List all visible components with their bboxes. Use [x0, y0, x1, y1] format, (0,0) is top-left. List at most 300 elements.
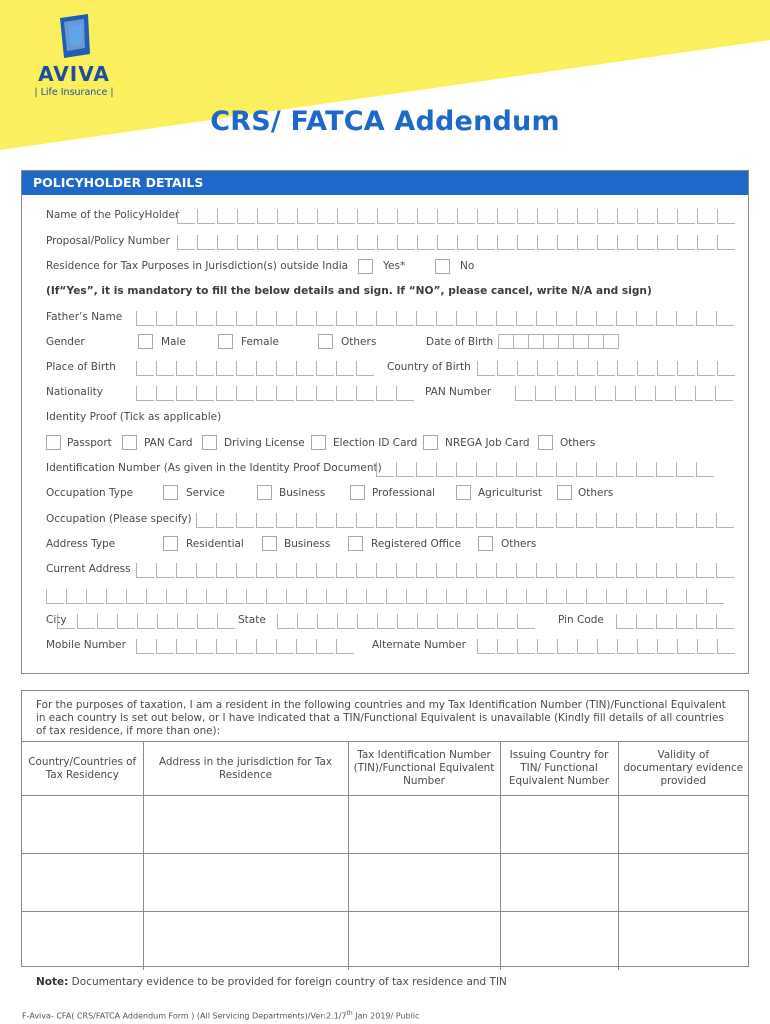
char-box[interactable]: [666, 589, 684, 604]
char-box[interactable]: [466, 589, 484, 604]
char-box[interactable]: [597, 639, 615, 654]
char-box[interactable]: [596, 563, 614, 578]
char-box[interactable]: [376, 462, 394, 477]
char-box[interactable]: [716, 614, 734, 629]
residence-no-checkbox[interactable]: [435, 259, 450, 274]
char-box[interactable]: [176, 311, 194, 326]
table-cell[interactable]: [500, 854, 618, 912]
char-box[interactable]: [156, 639, 174, 654]
occ-professional-checkbox[interactable]: [350, 485, 365, 500]
char-box[interactable]: [496, 462, 514, 477]
char-box[interactable]: [237, 235, 255, 250]
table-cell[interactable]: [348, 796, 500, 854]
char-box[interactable]: [257, 209, 275, 224]
char-box[interactable]: [537, 639, 555, 654]
char-box[interactable]: [297, 614, 315, 629]
table-cell[interactable]: [22, 854, 143, 912]
char-box[interactable]: [498, 334, 514, 349]
char-box[interactable]: [588, 334, 604, 349]
identification-number-input[interactable]: [376, 462, 716, 477]
table-cell[interactable]: [500, 796, 618, 854]
char-box[interactable]: [537, 209, 555, 224]
char-box[interactable]: [676, 563, 694, 578]
char-box[interactable]: [476, 462, 494, 477]
char-box[interactable]: [543, 334, 559, 349]
char-box[interactable]: [556, 311, 574, 326]
char-box[interactable]: [417, 614, 435, 629]
char-box[interactable]: [436, 311, 454, 326]
char-box[interactable]: [596, 311, 614, 326]
char-box[interactable]: [577, 639, 595, 654]
occ-business-checkbox[interactable]: [257, 485, 272, 500]
char-box[interactable]: [616, 311, 634, 326]
char-box[interactable]: [137, 614, 155, 629]
id-election-card-checkbox[interactable]: [311, 435, 326, 450]
char-box[interactable]: [636, 311, 654, 326]
char-box[interactable]: [377, 209, 395, 224]
char-box[interactable]: [316, 513, 334, 528]
nationality-input[interactable]: [136, 386, 416, 401]
char-box[interactable]: [136, 639, 154, 654]
char-box[interactable]: [575, 386, 593, 401]
char-box[interactable]: [506, 589, 524, 604]
char-box[interactable]: [536, 513, 554, 528]
char-box[interactable]: [675, 386, 693, 401]
table-cell[interactable]: [143, 912, 348, 970]
place-of-birth-input[interactable]: [136, 361, 376, 376]
char-box[interactable]: [517, 639, 535, 654]
state-input[interactable]: [277, 614, 537, 629]
char-box[interactable]: [296, 513, 314, 528]
char-box[interactable]: [346, 589, 364, 604]
char-box[interactable]: [696, 563, 714, 578]
char-box[interactable]: [517, 209, 535, 224]
char-box[interactable]: [66, 589, 84, 604]
char-box[interactable]: [356, 311, 374, 326]
char-box[interactable]: [677, 361, 695, 376]
occ-service-checkbox[interactable]: [163, 485, 178, 500]
char-box[interactable]: [397, 235, 415, 250]
char-box[interactable]: [416, 563, 434, 578]
char-box[interactable]: [237, 209, 255, 224]
char-box[interactable]: [397, 209, 415, 224]
char-box[interactable]: [566, 589, 584, 604]
char-box[interactable]: [296, 563, 314, 578]
char-box[interactable]: [356, 361, 374, 376]
char-box[interactable]: [336, 639, 354, 654]
char-box[interactable]: [277, 209, 295, 224]
char-box[interactable]: [356, 563, 374, 578]
table-cell[interactable]: [22, 912, 143, 970]
char-box[interactable]: [626, 589, 644, 604]
char-box[interactable]: [366, 589, 384, 604]
char-box[interactable]: [416, 311, 434, 326]
char-box[interactable]: [556, 462, 574, 477]
char-box[interactable]: [696, 311, 714, 326]
char-box[interactable]: [197, 209, 215, 224]
char-box[interactable]: [536, 462, 554, 477]
char-box[interactable]: [457, 614, 475, 629]
char-box[interactable]: [236, 639, 254, 654]
char-box[interactable]: [676, 614, 694, 629]
char-box[interactable]: [257, 235, 275, 250]
char-box[interactable]: [197, 614, 215, 629]
char-box[interactable]: [396, 513, 414, 528]
char-box[interactable]: [576, 513, 594, 528]
char-box[interactable]: [416, 513, 434, 528]
char-box[interactable]: [97, 614, 115, 629]
char-box[interactable]: [316, 386, 334, 401]
char-box[interactable]: [676, 311, 694, 326]
char-box[interactable]: [616, 614, 634, 629]
char-box[interactable]: [426, 589, 444, 604]
char-box[interactable]: [196, 361, 214, 376]
char-box[interactable]: [696, 614, 714, 629]
char-box[interactable]: [296, 361, 314, 376]
char-box[interactable]: [337, 235, 355, 250]
char-box[interactable]: [496, 563, 514, 578]
char-box[interactable]: [456, 513, 474, 528]
char-box[interactable]: [537, 235, 555, 250]
char-box[interactable]: [276, 361, 294, 376]
char-box[interactable]: [276, 639, 294, 654]
char-box[interactable]: [535, 386, 553, 401]
char-box[interactable]: [357, 614, 375, 629]
char-box[interactable]: [156, 563, 174, 578]
char-box[interactable]: [316, 311, 334, 326]
city-input[interactable]: [57, 614, 237, 629]
char-box[interactable]: [336, 311, 354, 326]
char-box[interactable]: [476, 563, 494, 578]
char-box[interactable]: [716, 513, 734, 528]
char-box[interactable]: [717, 639, 735, 654]
char-box[interactable]: [497, 639, 515, 654]
id-passport-checkbox[interactable]: [46, 435, 61, 450]
char-box[interactable]: [617, 361, 635, 376]
char-box[interactable]: [336, 563, 354, 578]
char-box[interactable]: [657, 361, 675, 376]
alternate-number-input[interactable]: [477, 639, 737, 654]
char-box[interactable]: [617, 639, 635, 654]
char-box[interactable]: [417, 235, 435, 250]
char-box[interactable]: [216, 563, 234, 578]
char-box[interactable]: [376, 513, 394, 528]
char-box[interactable]: [226, 589, 244, 604]
char-box[interactable]: [656, 462, 674, 477]
char-box[interactable]: [216, 386, 234, 401]
char-box[interactable]: [377, 614, 395, 629]
char-box[interactable]: [136, 386, 154, 401]
char-box[interactable]: [156, 361, 174, 376]
addr-registered-office-checkbox[interactable]: [348, 536, 363, 551]
char-box[interactable]: [296, 639, 314, 654]
table-cell[interactable]: [143, 796, 348, 854]
char-box[interactable]: [597, 235, 615, 250]
char-box[interactable]: [177, 209, 195, 224]
policyholder-name-input[interactable]: [177, 209, 737, 224]
char-box[interactable]: [696, 462, 714, 477]
residence-yes-checkbox[interactable]: [358, 259, 373, 274]
char-box[interactable]: [636, 563, 654, 578]
char-box[interactable]: [717, 235, 735, 250]
char-box[interactable]: [357, 235, 375, 250]
char-box[interactable]: [196, 513, 214, 528]
char-box[interactable]: [577, 209, 595, 224]
char-box[interactable]: [556, 513, 574, 528]
table-cell[interactable]: [618, 854, 748, 912]
char-box[interactable]: [437, 614, 455, 629]
char-box[interactable]: [276, 513, 294, 528]
char-box[interactable]: [636, 614, 654, 629]
char-box[interactable]: [437, 235, 455, 250]
char-box[interactable]: [206, 589, 224, 604]
char-box[interactable]: [546, 589, 564, 604]
char-box[interactable]: [536, 563, 554, 578]
char-box[interactable]: [236, 311, 254, 326]
char-box[interactable]: [646, 589, 664, 604]
char-box[interactable]: [586, 589, 604, 604]
char-box[interactable]: [637, 209, 655, 224]
char-box[interactable]: [46, 589, 64, 604]
id-nrega-card-checkbox[interactable]: [423, 435, 438, 450]
char-box[interactable]: [686, 589, 704, 604]
char-box[interactable]: [636, 513, 654, 528]
addr-residential-checkbox[interactable]: [163, 536, 178, 551]
char-box[interactable]: [317, 235, 335, 250]
char-box[interactable]: [706, 589, 724, 604]
char-box[interactable]: [166, 589, 184, 604]
char-box[interactable]: [596, 462, 614, 477]
char-box[interactable]: [216, 311, 234, 326]
char-box[interactable]: [657, 209, 675, 224]
char-box[interactable]: [456, 462, 474, 477]
char-box[interactable]: [637, 235, 655, 250]
char-box[interactable]: [497, 361, 515, 376]
char-box[interactable]: [357, 209, 375, 224]
addr-others-checkbox[interactable]: [478, 536, 493, 551]
char-box[interactable]: [396, 462, 414, 477]
char-box[interactable]: [196, 386, 214, 401]
char-box[interactable]: [677, 639, 695, 654]
table-cell[interactable]: [618, 912, 748, 970]
gender-others-checkbox[interactable]: [318, 334, 333, 349]
char-box[interactable]: [636, 462, 654, 477]
char-box[interactable]: [336, 361, 354, 376]
char-box[interactable]: [597, 361, 615, 376]
char-box[interactable]: [176, 563, 194, 578]
char-box[interactable]: [558, 334, 574, 349]
char-box[interactable]: [177, 235, 195, 250]
char-box[interactable]: [606, 589, 624, 604]
char-box[interactable]: [196, 563, 214, 578]
char-box[interactable]: [57, 614, 75, 629]
char-box[interactable]: [676, 462, 694, 477]
char-box[interactable]: [316, 361, 334, 376]
char-box[interactable]: [517, 614, 535, 629]
char-box[interactable]: [356, 513, 374, 528]
char-box[interactable]: [576, 462, 594, 477]
occ-others-checkbox[interactable]: [557, 485, 572, 500]
char-box[interactable]: [117, 614, 135, 629]
pan-number-input[interactable]: [515, 386, 735, 401]
char-box[interactable]: [457, 209, 475, 224]
char-box[interactable]: [557, 209, 575, 224]
char-box[interactable]: [417, 209, 435, 224]
char-box[interactable]: [577, 235, 595, 250]
char-box[interactable]: [77, 614, 95, 629]
char-box[interactable]: [657, 235, 675, 250]
table-cell[interactable]: [618, 796, 748, 854]
char-box[interactable]: [717, 361, 735, 376]
char-box[interactable]: [657, 639, 675, 654]
char-box[interactable]: [637, 361, 655, 376]
char-box[interactable]: [186, 589, 204, 604]
char-box[interactable]: [697, 209, 715, 224]
char-box[interactable]: [396, 563, 414, 578]
gender-male-checkbox[interactable]: [138, 334, 153, 349]
table-cell[interactable]: [500, 912, 618, 970]
char-box[interactable]: [477, 361, 495, 376]
char-box[interactable]: [496, 513, 514, 528]
id-others-checkbox[interactable]: [538, 435, 553, 450]
pin-code-input[interactable]: [616, 614, 736, 629]
occupation-specify-input[interactable]: [196, 513, 736, 528]
char-box[interactable]: [276, 563, 294, 578]
char-box[interactable]: [316, 639, 334, 654]
char-box[interactable]: [556, 563, 574, 578]
char-box[interactable]: [476, 513, 494, 528]
char-box[interactable]: [196, 639, 214, 654]
char-box[interactable]: [177, 614, 195, 629]
char-box[interactable]: [696, 513, 714, 528]
char-box[interactable]: [176, 639, 194, 654]
char-box[interactable]: [106, 589, 124, 604]
char-box[interactable]: [496, 311, 514, 326]
char-box[interactable]: [716, 311, 734, 326]
char-box[interactable]: [557, 361, 575, 376]
char-box[interactable]: [296, 311, 314, 326]
father-name-input[interactable]: [136, 311, 736, 326]
char-box[interactable]: [86, 589, 104, 604]
char-box[interactable]: [256, 361, 274, 376]
char-box[interactable]: [577, 361, 595, 376]
char-box[interactable]: [396, 386, 414, 401]
char-box[interactable]: [497, 614, 515, 629]
char-box[interactable]: [677, 209, 695, 224]
char-box[interactable]: [376, 563, 394, 578]
char-box[interactable]: [197, 235, 215, 250]
char-box[interactable]: [497, 235, 515, 250]
current-address-line2-input[interactable]: [46, 589, 726, 604]
char-box[interactable]: [317, 209, 335, 224]
char-box[interactable]: [436, 513, 454, 528]
char-box[interactable]: [306, 589, 324, 604]
char-box[interactable]: [517, 235, 535, 250]
char-box[interactable]: [516, 462, 534, 477]
char-box[interactable]: [216, 513, 234, 528]
table-cell[interactable]: [348, 912, 500, 970]
char-box[interactable]: [156, 386, 174, 401]
char-box[interactable]: [246, 589, 264, 604]
char-box[interactable]: [286, 589, 304, 604]
char-box[interactable]: [156, 311, 174, 326]
char-box[interactable]: [236, 513, 254, 528]
table-cell[interactable]: [143, 854, 348, 912]
char-box[interactable]: [136, 311, 154, 326]
char-box[interactable]: [337, 209, 355, 224]
char-box[interactable]: [516, 563, 534, 578]
char-box[interactable]: [697, 235, 715, 250]
char-box[interactable]: [656, 311, 674, 326]
char-box[interactable]: [276, 311, 294, 326]
char-box[interactable]: [617, 209, 635, 224]
char-box[interactable]: [196, 311, 214, 326]
char-box[interactable]: [615, 386, 633, 401]
char-box[interactable]: [337, 614, 355, 629]
char-box[interactable]: [336, 386, 354, 401]
char-box[interactable]: [406, 589, 424, 604]
char-box[interactable]: [317, 614, 335, 629]
char-box[interactable]: [477, 235, 495, 250]
char-box[interactable]: [297, 209, 315, 224]
char-box[interactable]: [416, 462, 434, 477]
char-box[interactable]: [656, 563, 674, 578]
char-box[interactable]: [256, 513, 274, 528]
char-box[interactable]: [528, 334, 544, 349]
char-box[interactable]: [316, 563, 334, 578]
country-of-birth-input[interactable]: [477, 361, 737, 376]
char-box[interactable]: [396, 311, 414, 326]
char-box[interactable]: [516, 311, 534, 326]
char-box[interactable]: [386, 589, 404, 604]
char-box[interactable]: [617, 235, 635, 250]
char-box[interactable]: [216, 361, 234, 376]
char-box[interactable]: [126, 589, 144, 604]
char-box[interactable]: [603, 334, 619, 349]
policy-number-input[interactable]: [177, 235, 737, 250]
char-box[interactable]: [477, 614, 495, 629]
char-box[interactable]: [715, 386, 733, 401]
char-box[interactable]: [616, 462, 634, 477]
char-box[interactable]: [296, 386, 314, 401]
char-box[interactable]: [297, 235, 315, 250]
char-box[interactable]: [276, 386, 294, 401]
table-cell[interactable]: [348, 854, 500, 912]
char-box[interactable]: [526, 589, 544, 604]
char-box[interactable]: [256, 386, 274, 401]
char-box[interactable]: [597, 209, 615, 224]
char-box[interactable]: [697, 361, 715, 376]
char-box[interactable]: [477, 639, 495, 654]
char-box[interactable]: [336, 513, 354, 528]
char-box[interactable]: [446, 589, 464, 604]
char-box[interactable]: [695, 386, 713, 401]
char-box[interactable]: [656, 513, 674, 528]
char-box[interactable]: [436, 462, 454, 477]
char-box[interactable]: [635, 386, 653, 401]
char-box[interactable]: [217, 235, 235, 250]
char-box[interactable]: [677, 235, 695, 250]
char-box[interactable]: [217, 614, 235, 629]
char-box[interactable]: [256, 563, 274, 578]
char-box[interactable]: [596, 513, 614, 528]
char-box[interactable]: [376, 311, 394, 326]
char-box[interactable]: [655, 386, 673, 401]
char-box[interactable]: [515, 386, 533, 401]
char-box[interactable]: [436, 563, 454, 578]
char-box[interactable]: [717, 209, 735, 224]
gender-female-checkbox[interactable]: [218, 334, 233, 349]
